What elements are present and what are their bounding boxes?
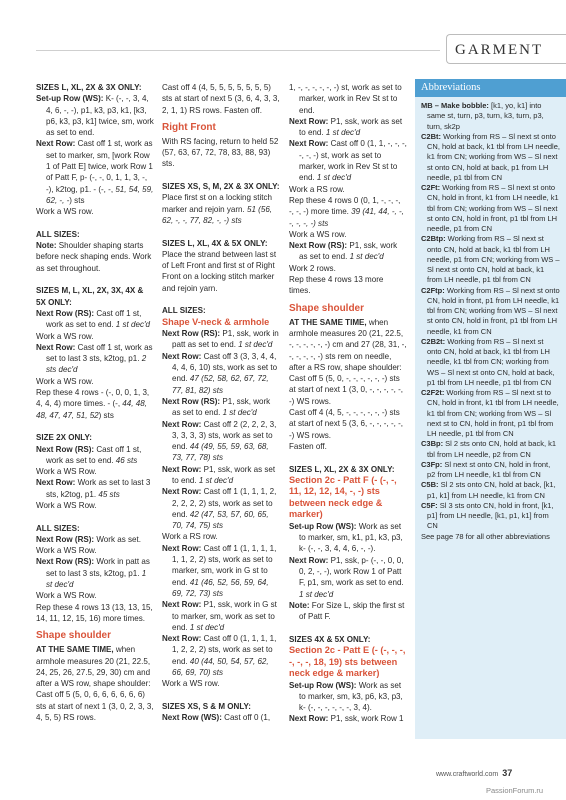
pattern-instruction [36, 556, 154, 590]
pattern-instruction [289, 317, 407, 373]
instruction-text: Work as set. [94, 534, 141, 544]
row-label: Next Row (RS): [36, 534, 95, 544]
instruction-text: Rep these 4 rows 0 (0, 1, -, -, -, -, -, -) more time. [289, 195, 401, 217]
row-label: Next Row: [289, 139, 329, 149]
pattern-instruction [36, 376, 154, 387]
pattern-instruction [36, 590, 154, 601]
instruction-text: P1, ssk, work as set to end. [299, 241, 398, 262]
abbreviation-entry [421, 501, 560, 532]
abbreviation-entry [421, 439, 560, 460]
size-heading: SIZES L, XL, 2X & 3X ONLY: [289, 464, 395, 474]
instruction-text: Cast off 1 st, work as set to end. [46, 444, 142, 465]
abbreviation-entry [421, 532, 560, 542]
abbreviation-definition: Working from RS – Sl next st to CN, hold in front, k1 tbl from LH needle, k1 tbl from CN; working from WS – Sl next st to CN, hold in front, p1 tbl from LH needle, p1 tbl from CN [427, 388, 559, 438]
section-subheading: Section 2c - Patt F (- (-, -, 11, 12, 12, 14, -, -) sts between neck edge & marker) [289, 474, 397, 520]
row-label: Next Row (RS): [36, 557, 95, 567]
abbreviation-definition: Sl 2 sts onto CN, hold at back, [k1, p1, k1] from LH needle, k1 from CN [427, 480, 556, 500]
instruction-text: Rep these 4 rows 13 more times. [289, 275, 384, 296]
abbreviation-term: C3Bp: [421, 439, 444, 449]
instruction-text: Work a RS row. [162, 532, 218, 542]
row-label: Next Row: [36, 342, 76, 352]
abbreviation-entry [421, 480, 560, 501]
instruction-text: Work a WS row. [36, 376, 94, 386]
row-label: Next Row: [162, 543, 202, 553]
stitch-count: 1 st dec'd [349, 252, 384, 262]
instruction-text: Cast off 5 (5, 0, -, -, -, -, -, -) sts at start of next 1 (3, 0, -, -, -, -, -, -) WS rows. [289, 374, 404, 406]
pattern-instruction [36, 534, 154, 545]
size-heading: SIZES XS, S, M, 2X & 3X ONLY: [162, 182, 280, 192]
header-rule [36, 50, 440, 51]
pattern-instruction [289, 82, 407, 116]
pattern-instruction [36, 689, 154, 723]
row-label: Next Row: [289, 714, 329, 724]
abbreviation-entry [421, 286, 560, 337]
pattern-instruction [289, 195, 407, 229]
size-heading: SIZES M, L, XL, 2X, 3X, 4X & 5X ONLY: [36, 286, 144, 307]
stitch-count: 45 sts [98, 489, 120, 499]
pattern-instruction [162, 82, 280, 116]
pattern-instruction [162, 678, 280, 689]
instruction-text: Work in patt as set to last 3 sts, k2tog, p1. [46, 557, 150, 578]
pattern-instruction [36, 308, 154, 331]
instruction-text: Work as set to last 3 sts, k2tog, p1. [46, 478, 151, 499]
abbreviation-term: MB – Make bobble: [421, 101, 489, 110]
stitch-count: 51 (56, 62, -, -, 77, 82, -, -) sts [162, 204, 273, 225]
pattern-instruction [162, 486, 280, 531]
instruction-text: Cast off 1 (1, 1, 1, 1, 1, 1, 2, 2) sts, work as set to marker, sm, work in G st to end. [172, 543, 277, 587]
size-heading: ALL SIZES: [36, 523, 80, 533]
pattern-instruction [36, 466, 154, 477]
instruction-text: Place the strand between last st of Left Front and first st of Right Front on a locking stitch marker and rejoin yarn. [162, 249, 277, 293]
abbreviations-panel [415, 79, 566, 739]
instruction-text: when armhole measures 20 (21, 22.5, 24, 25, 26, 27.5, 29, 30) cm and after a WS row, shape shoulder: [36, 645, 151, 689]
instruction-text: P1, ssk, work Row 1 [328, 714, 404, 724]
pattern-instruction [162, 599, 280, 633]
instruction-text: Work as set to marker, sm, k1, p1, k3, p3, k- (-, -, 3, 4, 4, 6, -, -). [299, 521, 403, 554]
abbreviation-term: C2Ftp: [421, 285, 445, 295]
pattern-instruction [36, 602, 154, 625]
pattern-instruction [162, 633, 280, 678]
instruction-text: Work a WS row. [162, 679, 220, 689]
stitch-count: 46 sts [115, 455, 138, 465]
pattern-instruction [36, 240, 154, 274]
pattern-instruction [162, 531, 280, 542]
stitch-count: 1 st dec'd [198, 476, 234, 485]
instruction-text: Rep these 4 rows 13 (13, 13, 15, 14, 11, 12, 15, 16) more times. [36, 602, 153, 623]
pattern-instruction [289, 138, 407, 183]
column-3 [289, 82, 407, 725]
instruction-text: P1, ssk, work as set to end. [299, 116, 403, 138]
stitch-count: 44, 48, 48, 47, 47, 51, 52 [36, 399, 147, 420]
stitch-count: 1 st dec'd [325, 128, 361, 138]
row-label: Next Row: [162, 487, 202, 497]
row-label: AT THE SAME TIME, [36, 645, 114, 655]
instruction-text: Work a WS row. [36, 207, 94, 217]
instruction-text: Cast off 1 st, work as set to marker, sm, [work Row 1 of Patt E] twice, work Row 1 of Patt F, p- (-, -, 0, 1, 1, 3, -, -), k2tog, p1. - (-, -, [46, 139, 153, 194]
abbreviation-term: C5F: [421, 500, 438, 510]
instruction-text: P1, ssk, work as set to end. [172, 464, 276, 485]
pattern-instruction [289, 116, 407, 139]
abbreviation-definition: Working from RS – Sl next st onto CN, hold at back, k1 tbl from LH needle, p1 from CN; working from WS – Sl next st onto CN, hold at back, k1 from LH needle, p1 tbl from CN [427, 234, 560, 285]
abbreviation-definition: Working from RS – Sl next st onto CN, hold in front, k1 from LH needle, k1 tbl from CN; working from WS – Sl next st onto CN, hold in front, p1 tbl from LH needle, p1 from CN [427, 183, 559, 233]
stitch-count: 42 (47, 53, 57, 60, 65, 70, 74, 75) sts [172, 509, 269, 531]
stitch-count: 1 st dec'd [115, 320, 150, 330]
abbreviation-definition: Sl 3 sts onto CN, hold in front, [k1, p1] from LH needle, [k1, p1, k1] from CN [427, 500, 554, 531]
size-heading: SIZES L, XL, 4X & 5X ONLY: [162, 238, 268, 248]
abbreviation-entry [421, 234, 560, 285]
instruction-text: Cast off 1 st, work as set to last 3 sts, k2tog, p1. [46, 342, 153, 364]
abbreviation-entry [421, 101, 560, 132]
instruction-text: 1, -, -, -, -, -, -) st, work as set to marker, work in Rev St st to end. [289, 83, 402, 115]
pattern-instruction [162, 136, 280, 170]
instruction-text: With RS facing, return to held 52 (57, 63, 67, 72, 78, 83, 88, 93) sts. [162, 136, 279, 169]
abbreviation-entry [421, 132, 560, 183]
pattern-instruction [289, 229, 407, 240]
abbreviation-term: C2B2t: [421, 336, 446, 346]
row-label: Next Row: [162, 600, 202, 610]
abbreviation-definition: Working from RS – Sl next st onto CN, hold at back, k1 tbl from LH needle, k1 tbl from CN; working from WS – Sl next st onto CN, hold at back, p1 tbl from LH needle, p1 tbl from CN [427, 336, 555, 387]
stitch-count: 1 st dec'd [46, 568, 147, 590]
row-label: Next Row (RS): [36, 308, 95, 318]
instruction-text: Work a WS row. [289, 229, 347, 239]
instruction-text: Cast off 5 (5, 0, 6, 6, 6, 6, 6, 6) sts at start of next 1 (3, 0, 2, 3, 3, 4, 5, 5) RS rows. [36, 690, 154, 723]
abbreviation-definition: Working from RS – Sl next st onto CN, hold at back, k1 tbl from LH needle, k1 from CN; working from WS – Sl next st onto CN, hold at back, p1 from LH needle, p1 tbl from CN [427, 131, 560, 182]
stitch-count: 1 st dec'd [238, 340, 273, 350]
instruction-text: Work a WS Row. [36, 546, 97, 556]
abbreviations-title: Abbreviations [415, 79, 566, 97]
column-2 [162, 82, 280, 724]
abbreviation-term: C2Bt: [421, 131, 441, 141]
instruction-text: Cast off 1 (1, 1, 1, 2, 2, 2, 2, 2) sts, work as set to end. [172, 487, 277, 519]
row-label: AT THE SAME TIME, [289, 317, 367, 327]
pattern-instruction [36, 342, 154, 376]
instruction-text: Shoulder shaping starts before neck shaping ends. Work as set throughout. [36, 241, 152, 273]
abbreviation-definition: See page 78 for all other abbreviations [421, 531, 550, 541]
instruction-text: Cast off 0 (1, 1, -, -, -, -, -, -) st, work as set to marker, work in Rev St st to end. [299, 139, 407, 183]
footer-url: www.craftworld.com [436, 771, 499, 778]
page-footer [436, 768, 512, 778]
stitch-count: 1 st dec'd [316, 173, 352, 183]
abbreviation-entry [421, 337, 560, 388]
pattern-instruction [162, 712, 280, 723]
size-heading: ALL SIZES: [162, 306, 206, 316]
column-1 [36, 82, 154, 723]
pattern-instruction [289, 441, 407, 452]
instruction-text: Work 2 rows. [289, 263, 336, 273]
section-heading: Shape shoulder [289, 302, 365, 314]
pattern-instruction [162, 351, 280, 396]
abbreviation-definition: Sl 2 sts onto CN, hold at back, k1 tbl from LH needle, p2 from CN [427, 439, 557, 459]
pattern-instruction [162, 249, 280, 294]
abbreviation-term: C5B: [421, 480, 439, 490]
pattern-instruction [289, 713, 407, 724]
abbreviation-term: C2Btp: [421, 234, 446, 244]
abbreviation-entry [421, 460, 560, 481]
abbreviation-entry [421, 183, 560, 234]
row-label: Set-up Row (WS): [36, 94, 104, 104]
instruction-text: when armhole measures 20 (21, 22.5, -, -, -, -, -, -) cm and 27 (28, 31, -, -, -, -, -, -) sts rem on needle, after a RS row, shape shoulder: [289, 317, 407, 372]
row-label: Next Row (WS): [162, 713, 222, 723]
pattern-instruction [36, 206, 154, 217]
pattern-instruction [289, 274, 407, 297]
stitch-count: 51, 54, 59, 62, -, - [46, 184, 154, 205]
row-label: Next Row: [162, 351, 202, 361]
size-heading: SIZE 2X ONLY: [36, 433, 92, 443]
row-label: Next Row: [162, 419, 202, 429]
stitch-count: 1 st dec'd [222, 408, 257, 418]
pattern-instruction [289, 184, 407, 195]
pattern-instruction [289, 555, 407, 600]
row-label: Note: [289, 600, 310, 610]
row-label: Note: [36, 241, 57, 251]
pattern-instruction [289, 240, 407, 263]
abbreviation-entry [421, 388, 560, 439]
instruction-text: Work as set to marker, sm, k3, p6, k3, p3, k- (-, -, -, -, -, -, 3, 4). [299, 680, 403, 713]
size-heading: SIZES L, XL, 2X & 3X ONLY: [36, 83, 142, 92]
section-heading: Right Front [162, 121, 216, 133]
size-heading: SIZES XS, S & M ONLY: [162, 701, 251, 711]
instruction-text: For Size L, skip the first st of Patt F. [299, 600, 405, 622]
pattern-instruction [162, 419, 280, 464]
pattern-instruction [36, 644, 154, 689]
row-label: Next Row (RS): [289, 241, 348, 251]
pattern-instruction [162, 464, 280, 487]
row-label: Set-up Row (WS): [289, 521, 357, 531]
section-subheading: Shape V-neck & armhole [162, 316, 270, 327]
abbreviation-term: C2Ft: [421, 183, 441, 192]
instruction-text: Work a RS row. [289, 184, 345, 194]
instruction-text: Cast off 1 st, work as set to end. [46, 308, 142, 330]
stitch-count: 39 (41, 44, -, -, -, -, -, -) sts [289, 207, 404, 228]
watermark: PassionForum.ru [486, 786, 544, 795]
pattern-instruction [36, 545, 154, 556]
row-label: Next Row: [36, 139, 76, 149]
row-label: Next Row: [162, 634, 202, 644]
instruction-text: Cast off 4 (4, 5, 5, 5, 5, 5, 5, 5) sts at start of next 5 (3, 6, 4, 3, 3, 2, 1, 1) RS rows. Fasten off. [162, 83, 280, 115]
stitch-count: 1 st dec'd [299, 589, 334, 599]
instruction-text: Cast off 0 (1, 1, 1, 1, 1, 2, 2, 2) sts, work as set to end. [172, 634, 277, 666]
stitch-count: 41 (46, 52, 56, 59, 64, 69, 72, 73) sts [172, 577, 269, 598]
pattern-instruction [36, 500, 154, 511]
abbreviation-definition: [k1, yo, k1] into same st, turn, p3, turn, k3, turn, p3, turn, sk2p [427, 101, 544, 131]
section-subheading: Section 2c - Patt E (- (-, -, -, -, -, -, 18, 19) sts between neck edge & marker) [289, 645, 406, 679]
stitch-count: 40 (44, 50, 54, 57, 62, 66, 69, 70) sts [172, 656, 269, 678]
instruction-text: Work a WS Row. [36, 591, 97, 601]
abbreviation-definition: Working from RS – Sl next st onto CN, hold in front, p1 from LH needle, k1 tbl from CN; working from WS – Sl next st onto CN, hold in front, p1 tbl from LH needle, k1 from CN [427, 285, 560, 336]
instruction-text: Rep these 4 rows - (-, 0, 0, 1, 3, 4, 4, 4) more times. - (-, [36, 388, 150, 409]
row-label: Next Row: [289, 555, 329, 565]
row-label: Set-up Row (WS): [289, 680, 357, 690]
pattern-instruction [289, 373, 407, 407]
instruction-text: Place first st on a locking stitch marker and rejoin yarn. [162, 193, 273, 214]
instruction-text: Work a WS row. [36, 331, 94, 341]
pattern-instruction [289, 600, 407, 623]
pattern-instruction [289, 521, 407, 555]
pattern-instruction [36, 387, 154, 421]
pattern-instruction [36, 138, 154, 206]
stitch-count: 44 (49, 55, 59, 63, 68, 73, 77, 78) sts [172, 442, 269, 463]
abbreviation-term: C3Fp: [421, 459, 443, 469]
instruction-text: Cast off 3 (3, 3, 4, 4, 4, 4, 6, 10) sts, work as set to end. [172, 351, 278, 384]
instruction-text: ) sts [98, 410, 114, 420]
instruction-text: K- (-, -, 3, 4, 4, 6, -, -), p1, k3, p3, k1, [k3, p6, k3, p3, k1] twice, sm, work as set to end. [46, 94, 154, 138]
instruction-text: P1, ssk, work in patt as set to end. [172, 329, 279, 350]
stitch-count: 2 sts dec'd [46, 354, 147, 375]
section-tab: GARMENT [446, 34, 566, 64]
row-label: Next Row (RS): [36, 444, 95, 454]
row-label: Next Row (RS): [162, 329, 221, 339]
instruction-text: Cast off 2 (2, 2, 2, 3, 3, 3, 3, 3) sts, work as set to end. [172, 419, 277, 452]
pattern-instruction [289, 680, 407, 714]
instruction-text: P1, ssk, work as set to end. [172, 396, 271, 418]
instruction-text: Cast off 0 (1, [221, 713, 271, 723]
instruction-text: P1, ssk, p- (-, -, 0, 0, 0, 2, -, -), work Row 1 of Patt F, p1, sm, work as set to end. [299, 555, 404, 588]
page-number: 37 [502, 768, 513, 778]
abbreviation-definition: Sl next st onto CN, hold in front, p2 from LH needle, k1 tbl from CN [427, 459, 551, 479]
size-heading: SIZES 4X & 5X ONLY: [289, 634, 371, 644]
row-label: Next Row: [36, 478, 76, 488]
pattern-instruction [162, 543, 280, 599]
instruction-text: P1, ssk, work in G st to marker, sm, work as set to end. [172, 600, 277, 632]
stitch-count: 1 st dec'd [189, 622, 225, 632]
row-label: Next Row: [162, 464, 202, 474]
pattern-instruction [36, 93, 154, 138]
abbreviation-term: C2F2t: [421, 388, 445, 397]
section-heading: Shape shoulder [36, 630, 112, 642]
instruction-text: Work a WS Row. [36, 467, 97, 477]
instruction-text: Fasten off. [289, 441, 327, 451]
size-heading: ALL SIZES: [36, 229, 80, 239]
pattern-instruction [36, 477, 154, 500]
instruction-text: ) sts [69, 195, 85, 205]
pattern-instruction [36, 331, 154, 342]
instruction-text: Work a WS Row. [36, 500, 97, 510]
row-label: Next Row (RS): [162, 396, 221, 406]
instruction-text: Cast off 4 (4, 5, -, -, -, -, -, -) sts at start of next 5 (3, 6, -, -, -, -, -, -) WS rows. [289, 408, 404, 440]
pattern-instruction [289, 263, 407, 274]
row-label: Next Row: [289, 116, 329, 126]
pattern-instruction [162, 396, 280, 419]
pattern-instruction [162, 328, 280, 351]
pattern-instruction [162, 192, 280, 226]
pattern-instruction [289, 407, 407, 441]
stitch-count: 47 (52, 58, 62, 67, 72, 77, 81, 82) sts [172, 374, 269, 395]
abbreviations-list [415, 97, 566, 542]
pattern-instruction [36, 444, 154, 467]
